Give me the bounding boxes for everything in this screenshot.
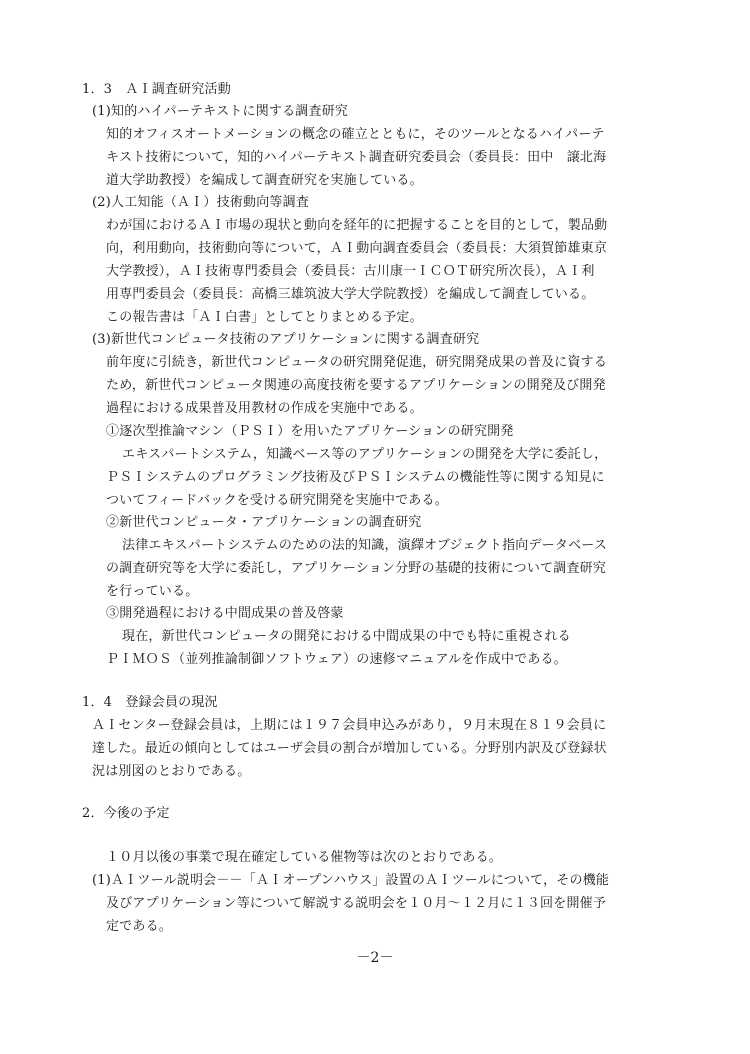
paragraph-line: (1)ＡＩツール説明会－－「ＡＩオープンハウス」設置のＡＩツールについて，その機能 (92, 873, 610, 888)
paragraph-line: キスト技術について，知的ハイパーテキスト調査研究委員会（委員長：田中 譲北海 (106, 150, 607, 165)
paragraph-line: １０月以後の事業で現在確定している催物等は次のとおりである。 (106, 850, 503, 865)
paragraph-line: の調査研究等を大学に委託し，アプリケーション分野の基礎的技術について調査研究 (106, 561, 607, 576)
paragraph-line: を行っている。 (106, 584, 199, 599)
paragraph-line: 知的オフィスオートメーションの概念の確立とともに，そのツールとなるハイパーテ (106, 127, 605, 142)
paragraph-line: 現在，新世代コンピュータの開発における中間成果の中でも特に重視される (122, 629, 571, 644)
paragraph-line: 道大学助教授）を編成して調査研究を実施している。 (106, 173, 423, 188)
paragraph-line: ため，新世代コンピュータ関連の高度技術を要するアプリケーションの開発及び開発 (106, 378, 606, 393)
section-heading-1-4: 1．4 登録会員の現況 (82, 695, 218, 710)
paragraph-line: 法律エキスパートシステムのための法的知識，演繹オブジェクト指向データベース (122, 538, 608, 553)
paragraph-line: 向，利用動向，技術動向等について，ＡＩ動向調査委員会（委員長：大須賀節雄東京 (106, 241, 608, 256)
subitem-1-title: ①逐次型推論マシン（ＰＳＩ）を用いたアプリケーションの研究開発 (106, 424, 514, 439)
paragraph-line: わが国におけるＡＩ市場の現状と動向を経年的に把握することを目的として，製品動 (106, 218, 608, 233)
item-1-title: (1)知的ハイパーテキストに関する調査研究 (92, 104, 349, 119)
item-2-title: (2)人工知能（ＡＩ）技術動向等調査 (92, 195, 310, 210)
paragraph-line: 定である。 (106, 919, 173, 934)
page-number: －2－ (356, 950, 394, 966)
paragraph-line: この報告書は「ＡＩ白書」としてとりまとめる予定。 (106, 310, 423, 325)
section-heading-2: 2．今後の予定 (82, 806, 170, 821)
paragraph-line: 前年度に引続き，新世代コンピュータの研究開発促進，研究開発成果の普及に資する (106, 355, 608, 370)
paragraph-line: ついてフィードバックを受ける研究開発を実施中である。 (106, 493, 448, 508)
subitem-2-title: ②新世代コンピュータ・アプリケーションの調査研究 (106, 515, 422, 530)
paragraph-line: 達した。最近の傾向としてはユーザ会員の割合が増加している。分野別内訳及び登録状 (92, 741, 607, 756)
paragraph-line: ＡＩセンター登録会員は，上期には１９７会員申込みがあり，９月末現在８１９会員に (92, 718, 607, 733)
paragraph-line: 大学教授），ＡＩ技術専門委員会（委員長：古川康一ＩＣＯＴ研究所次長），ＡＩ利 (106, 264, 595, 279)
paragraph-line: 況は別図のとおりである。 (92, 764, 251, 779)
paragraph-line: 用専門委員会（委員長：高橋三雄筑波大学大学院教授）を編成して調査している。 (106, 287, 595, 302)
section-heading-1-3: 1．3 ＡＩ調査研究活動 (82, 82, 231, 97)
item-3-title: (3)新世代コンピュータ技術のアプリケーションに関する調査研究 (92, 332, 480, 347)
paragraph-line: ＰＳＩシステムのプログラミング技術及びＰＳＩシステムの機能性等に関する知見に (106, 470, 605, 485)
paragraph-line: エキスパートシステム，知識ベース等のアプリケーションの開発を大学に委託し， (122, 447, 608, 462)
subitem-3-title: ③開発過程における中間成果の普及啓蒙 (106, 606, 344, 621)
paragraph-line: 過程における成果普及用教材の作成を実施中である。 (106, 401, 423, 416)
paragraph-line: 及びアプリケーション等について解説する説明会を１０月～１２月に１３回を開催予 (106, 896, 607, 911)
paragraph-line: ＰＩＭＯＳ（並列推論制御ソフトウェア）の速修マニュアルを作成中である。 (106, 652, 567, 667)
